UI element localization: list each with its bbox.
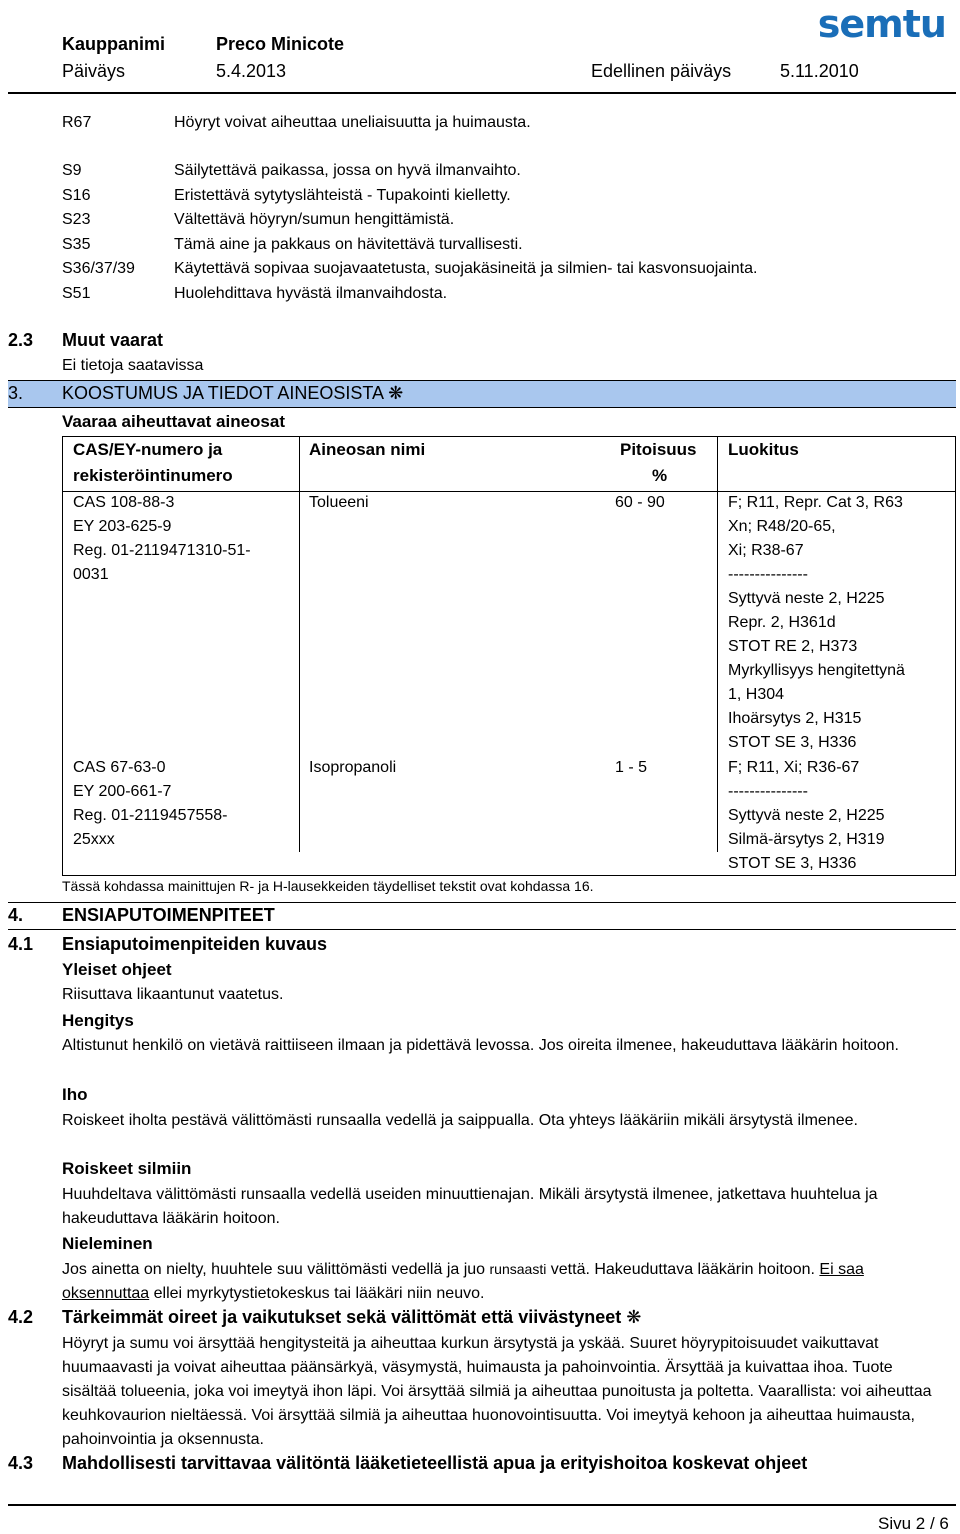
ingredient-classification-line: ---------------	[728, 783, 808, 800]
ingredients-table	[62, 436, 956, 894]
ingredient-classification-line: STOT RE 2, H373	[728, 638, 858, 655]
s-phrase-code: S9	[62, 162, 82, 179]
ingredient-classification-line: Xi; R38-67	[728, 542, 804, 559]
ingredient-classification-line: ---------------	[728, 566, 808, 583]
section-4-3-number: 4.3	[8, 1453, 34, 1473]
section-4-3-title: Mahdollisesti tarvittavaa välitöntä lääketieteellistä apua ja erityishoitoa koskevat ohjeet	[62, 1453, 808, 1473]
inhalation-heading: Hengitys	[62, 1011, 134, 1030]
table-right-border	[955, 436, 956, 876]
section-4-2-number: 4.2	[8, 1307, 34, 1327]
r-phrase-text: Höyryt voivat aiheuttaa uneliaisuutta ja huimausta.	[174, 114, 531, 131]
s-phrase-text: Eristettävä sytytyslähteistä - Tupakointi kielletty.	[174, 186, 511, 204]
section-4-title: ENSIAPUTOIMENPITEET	[62, 905, 275, 925]
hazardous-ingredients-subtitle: Vaaraa aiheuttavat aineosat	[62, 412, 286, 431]
ingredient-id-line: 0031	[73, 566, 109, 583]
general-heading: Yleiset ohjeet	[62, 960, 172, 979]
symptoms-text: Höyryt ja sumu voi ärsyttää hengitysteitä ja aiheuttaa kurkun ärsytystä ja yskää. Suuret höyrypitoisuudet vaikuttavat huumaavasti ja voivat aiheuttaa päänsärkyä, väsymystä, huimausta ja pahoinvointia. Ärsyttää ja kuivattaa ihoa. Tuote sisältää tolueenia, joka voi imeytyä ihon läpi. Voi ärsyttää silmiä ja aiheuttaa punoitusta ja poltetta. Vaarallista: voi aiheuttaa keuhkovaurion nieltäessä. Voi ärsyttää silmiä ja aiheuttaa huonovointisuutta. Voi imeytyä kehoon ja aiheuttaa huimausta, pahoinvointia ja oksennusta.	[62, 1335, 932, 1448]
ingredient-classification-line: Myrkyllisyys hengitettynä	[728, 662, 905, 679]
ingredient-id-line: Reg. 01-2119457558-	[73, 807, 228, 824]
table-col-divider	[717, 436, 718, 852]
ingredient-classification-line: Ihoärsytys 2, H315	[728, 710, 862, 727]
ingestion-text-small: runsaasti	[489, 1261, 547, 1277]
ingredient-id-line: CAS 67-63-0	[73, 759, 166, 776]
table-left-border	[62, 436, 63, 876]
ingredient-concentration: 60 - 90	[615, 494, 665, 511]
section-3-number: 3.	[8, 383, 24, 403]
table-bottom-border	[62, 875, 956, 876]
ingestion-heading: Nieleminen	[62, 1234, 153, 1253]
previous-date-value: 5.11.2010	[780, 61, 859, 81]
eye-text: Huuhdeltava välittömästi runsaalla vedellä useiden minuuttienajan. Mikäli ärsytystä ilmenee, jatkettava huuhtelua ja hakeuduttava lääkärin hoitoon.	[62, 1186, 878, 1227]
col-header-concentration-2: %	[652, 466, 668, 485]
ingredient-id-line: CAS 108-88-3	[73, 494, 175, 511]
skin-text: Roiskeet iholta pestävä välittömästi runsaalla vedellä ja saippualla. Ota yhteys lääkäriin mikäli ärsytystä ilmenee.	[62, 1112, 858, 1129]
trade-name-value: Preco Minicote	[216, 34, 345, 54]
section-4-top-line	[8, 902, 956, 903]
date-value: 5.4.2013	[216, 61, 287, 81]
ingredient-id-line: EY 203-625-9	[73, 518, 172, 535]
section-2-3-title: Muut vaarat	[62, 330, 164, 350]
ingestion-text	[62, 1257, 950, 1306]
footer-divider	[8, 1504, 956, 1506]
skin-heading: Iho	[62, 1085, 88, 1104]
section-2-3-number: 2.3	[8, 330, 34, 350]
ingredient-classification-line: Syttyvä neste 2, H225	[728, 807, 885, 824]
col-header-classification: Luokitus	[728, 440, 799, 459]
section-4-number: 4.	[8, 905, 24, 925]
trade-name-label: Kauppanimi	[62, 34, 166, 54]
table-top-border	[62, 436, 956, 437]
col-header-cas-1: CAS/EY-numero ja	[73, 440, 223, 459]
section-4-2-title: Tärkeimmät oireet ja vaikutukset sekä välittömät että viivästyneet ❋	[62, 1307, 642, 1327]
s-phrase-text: Vältettävä höyryn/sumun hengittämistä.	[174, 211, 455, 229]
general-text: Riisuttava likaantunut vaatetus.	[62, 986, 284, 1003]
col-header-cas-2: rekisteröintinumero	[73, 466, 233, 485]
ingredient-classification-line: Repr. 2, H361d	[728, 614, 836, 631]
s-phrase-text: Huolehdittava hyvästä ilmanvaihdosta.	[174, 285, 448, 302]
ingestion-text-part-1: Jos ainetta on nielty, huuhtele suu välittömästi vedellä ja juo	[62, 1261, 490, 1278]
ingestion-text-underlined: Ei saa oksennuttaa	[62, 1261, 864, 1302]
ingredient-classification-line: F; R11, Repr. Cat 3, R63	[728, 494, 903, 511]
previous-date-label: Edellinen päiväys	[591, 61, 732, 81]
s-phrase-code: S23	[62, 211, 91, 229]
col-header-name: Aineosan nimi	[309, 440, 426, 459]
ingredient-classification-line: Silmä-ärsytys 2, H319	[728, 831, 885, 848]
s-phrase-text: Säilytettävä paikassa, jossa on hyvä ilmanvaihto.	[174, 162, 521, 179]
table-col-divider	[299, 436, 300, 852]
section-4-bottom-line	[8, 929, 956, 930]
section-4-1-number: 4.1	[8, 934, 34, 954]
ingredient-classification-line: Syttyvä neste 2, H225	[728, 590, 885, 607]
eye-heading: Roiskeet silmiin	[62, 1159, 192, 1178]
ingredient-concentration: 1 - 5	[615, 759, 648, 776]
header-divider	[8, 92, 956, 94]
s-phrase-code: S35	[62, 235, 91, 253]
ingredient-classification-line: STOT SE 3, H336	[728, 734, 857, 751]
s-phrase-code: S36/37/39	[62, 260, 135, 278]
ingredient-classification-line: F; R11, Xi; R36-67	[728, 759, 860, 776]
ingestion-text-part-2: vettä. Hakeuduttava lääkärin hoitoon.	[546, 1261, 820, 1278]
page-number: Sivu 2 / 6	[878, 1514, 949, 1533]
ingredient-name: Isopropanoli	[309, 759, 397, 776]
r-phrase-code: R67	[62, 114, 92, 131]
ingredient-name: Tolueeni	[309, 494, 369, 511]
s-phrase-code: S16	[62, 186, 91, 204]
section-3-title: KOOSTUMUS JA TIEDOT AINEOSISTA ❋	[62, 383, 404, 403]
ingestion-text-part-3: ellei myrkytystietokeskus tai lääkäri niin neuvo.	[149, 1285, 485, 1302]
s-phrase-text: Tämä aine ja pakkaus on hävitettävä turvallisesti.	[174, 235, 523, 253]
ingredient-id-line: Reg. 01-2119471310-51-	[73, 542, 251, 559]
inhalation-text: Altistunut henkilö on vietävä raittiiseen ilmaan ja pidettävä levossa. Jos oireita ilmenee, hakeuduttava lääkärin hoitoon.	[62, 1037, 899, 1054]
table-note: Tässä kohdassa mainittujen R- ja H-lausekkeiden täydelliset tekstit ovat kohdassa 16.	[62, 878, 594, 894]
section-4-1-title: Ensiaputoimenpiteiden kuvaus	[62, 934, 328, 954]
s-phrase-text: Käytettävä sopivaa suojavaatetusta, suojakäsineitä ja silmien- tai kasvonsuojainta.	[174, 260, 758, 278]
semtu-logo: semtu	[817, 2, 946, 46]
ingredient-id-line: 25xxx	[73, 831, 115, 848]
ingredient-id-line: EY 200-661-7	[73, 783, 172, 800]
other-hazards-text: Ei tietoja saatavissa	[62, 357, 204, 374]
ingredient-classification-line: Xn; R48/20-65,	[728, 518, 836, 535]
date-label: Päiväys	[62, 61, 126, 81]
s-phrase-code: S51	[62, 285, 91, 302]
col-header-concentration-1: Pitoisuus	[620, 440, 697, 459]
table-header-border	[62, 491, 956, 492]
ingredient-classification-line: 1, H304	[728, 686, 785, 703]
ingredient-classification-line: STOT SE 3, H336	[728, 855, 857, 872]
